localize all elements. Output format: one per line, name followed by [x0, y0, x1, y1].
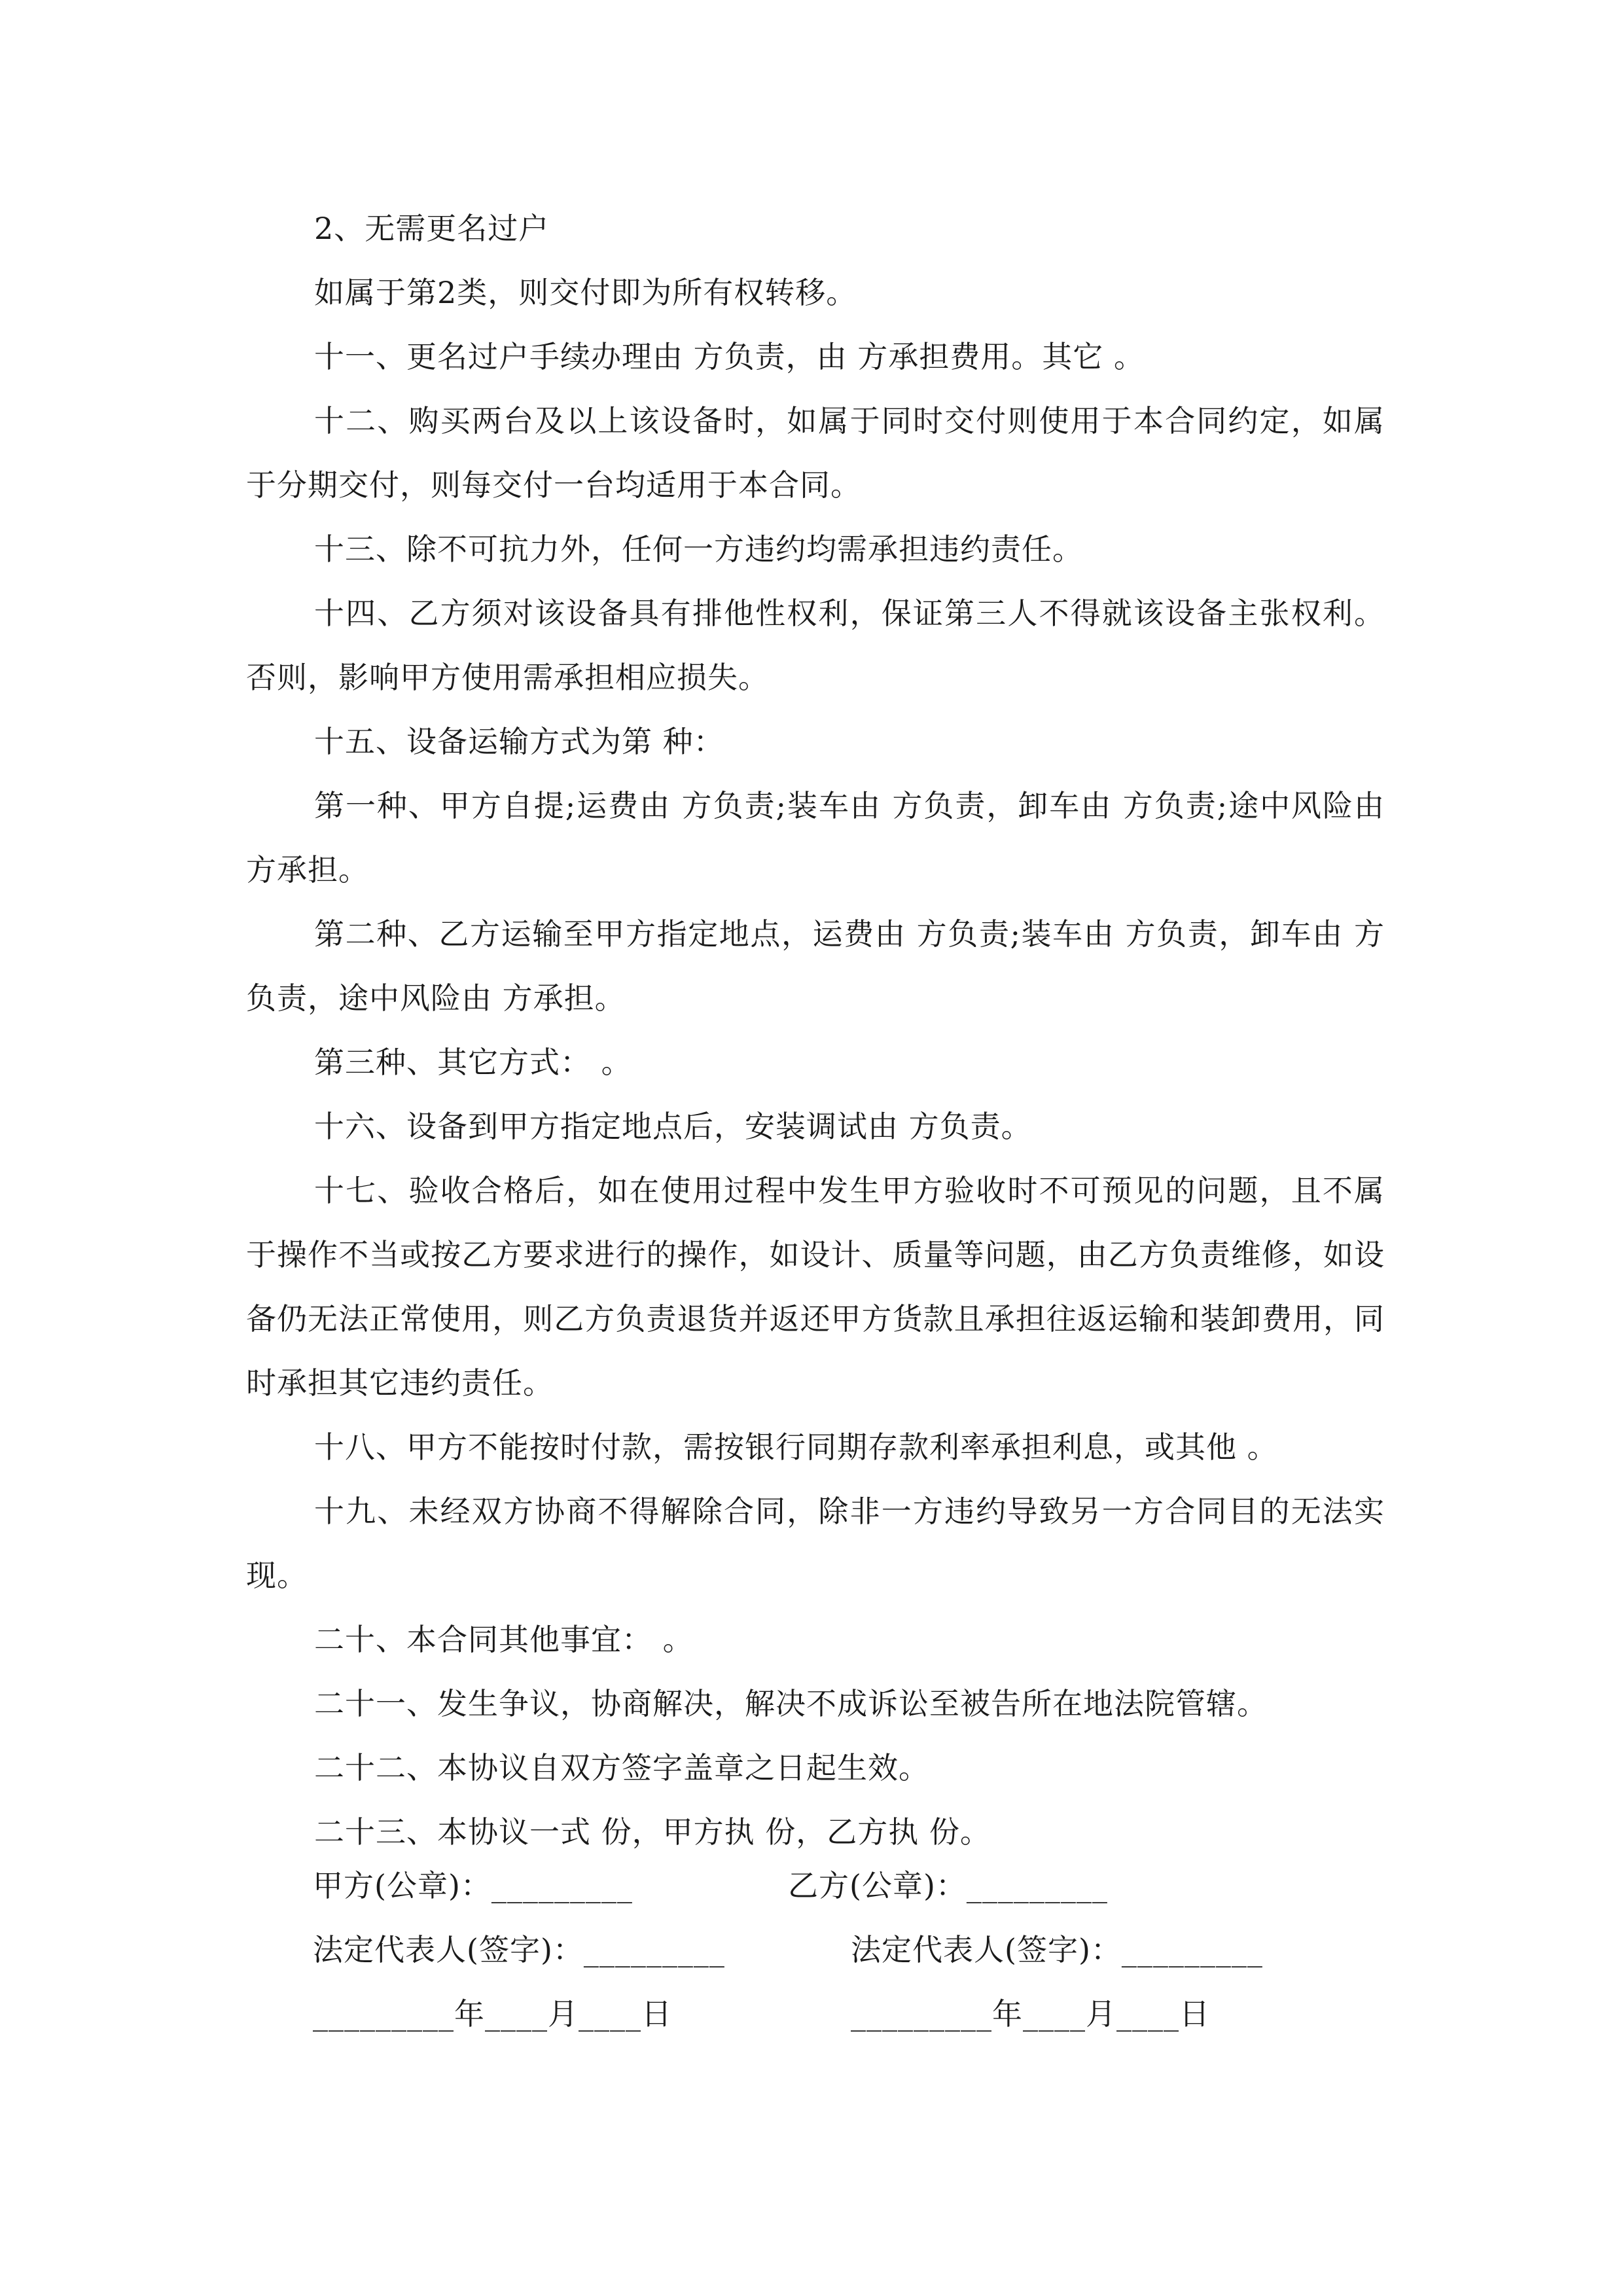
contract-body: [246, 196, 1395, 1864]
paragraph: 第二种、乙方运输至甲方指定地点，运费由 方负责;装车由 方负责，卸车由 方负责，途中风险由 方承担。: [246, 916, 1385, 1016]
paragraph: 2、无需更名过户: [314, 211, 550, 246]
seal-row: [313, 1854, 1386, 1918]
representative-row: [313, 1918, 1386, 1982]
paragraph: 二十一、发生争议，协商解决，解决不成诉讼至被告所在地法院管辖。: [314, 1686, 1268, 1721]
paragraph: 十六、设备到甲方指定地点后，安装调试由 方负责。: [314, 1109, 1032, 1144]
paragraph: 十一、更名过户手续办理由 方负责，由 方承担费用。其它 。: [314, 339, 1145, 374]
paragraph: 第一种、甲方自提;运费由 方负责;装车由 方负责，卸车由 方负责;途中风险由 方承担。: [246, 788, 1395, 888]
paragraph: 十九、未经双方协商不得解除合同，除非一方违约导致另一方合同目的无法实现。: [246, 1494, 1385, 1593]
paragraph: 十四、乙方须对该设备具有排他性权利，保证第三人不得就该设备主张权利。否则，影响甲方使用需承担相应损失。: [246, 596, 1385, 695]
paragraph: 二十、本合同其他事宜： 。: [314, 1622, 694, 1657]
paragraph: 二十二、本协议自双方签字盖章之日起生效。: [314, 1750, 929, 1785]
party-b-rep-field: 法定代表人(签字)：_________: [851, 1932, 1263, 1967]
paragraph: 第三种、其它方式： 。: [314, 1045, 632, 1080]
paragraph: 如属于第2类，则交付即为所有权转移。: [314, 275, 857, 310]
paragraph: 十五、设备运输方式为第 种：: [314, 724, 724, 759]
signature-block: [313, 1854, 1386, 2046]
paragraph: 十三、除不可抗力外，任何一方违约均需承担违约责任。: [314, 531, 1083, 567]
party-b-seal-field: 乙方(公章)：_________: [788, 1868, 1108, 1903]
paragraph: 十八、甲方不能按时付款，需按银行同期存款利率承担利息，或其他 。: [314, 1429, 1278, 1465]
paragraph: 二十三、本协议一式 份，甲方执 份，乙方执 份。: [314, 1814, 991, 1850]
date-row: [313, 1982, 1386, 2046]
party-a-seal-field: 甲方(公章)：_________: [313, 1868, 633, 1903]
party-a-rep-field: 法定代表人(签字)：_________: [313, 1932, 725, 1967]
party-a-date-field: _________年____月____日: [313, 1996, 672, 2032]
party-b-date-field: _________年____月____日: [851, 1996, 1210, 2032]
paragraph: 十七、验收合格后，如在使用过程中发生甲方验收时不可预见的问题，且不属于操作不当或按乙方要求进行的操作，如设计、质量等问题，由乙方负责维修，如设备仍无法正常使用，则乙方负责退货并返还甲方货款且承担往返运输和装卸费用，同时承担其它违约责任。: [246, 1173, 1385, 1401]
paragraph: 十二、购买两台及以上该设备时，如属于同时交付则使用于本合同约定，如属于分期交付，则每交付一台均适用于本合同。: [246, 403, 1385, 503]
